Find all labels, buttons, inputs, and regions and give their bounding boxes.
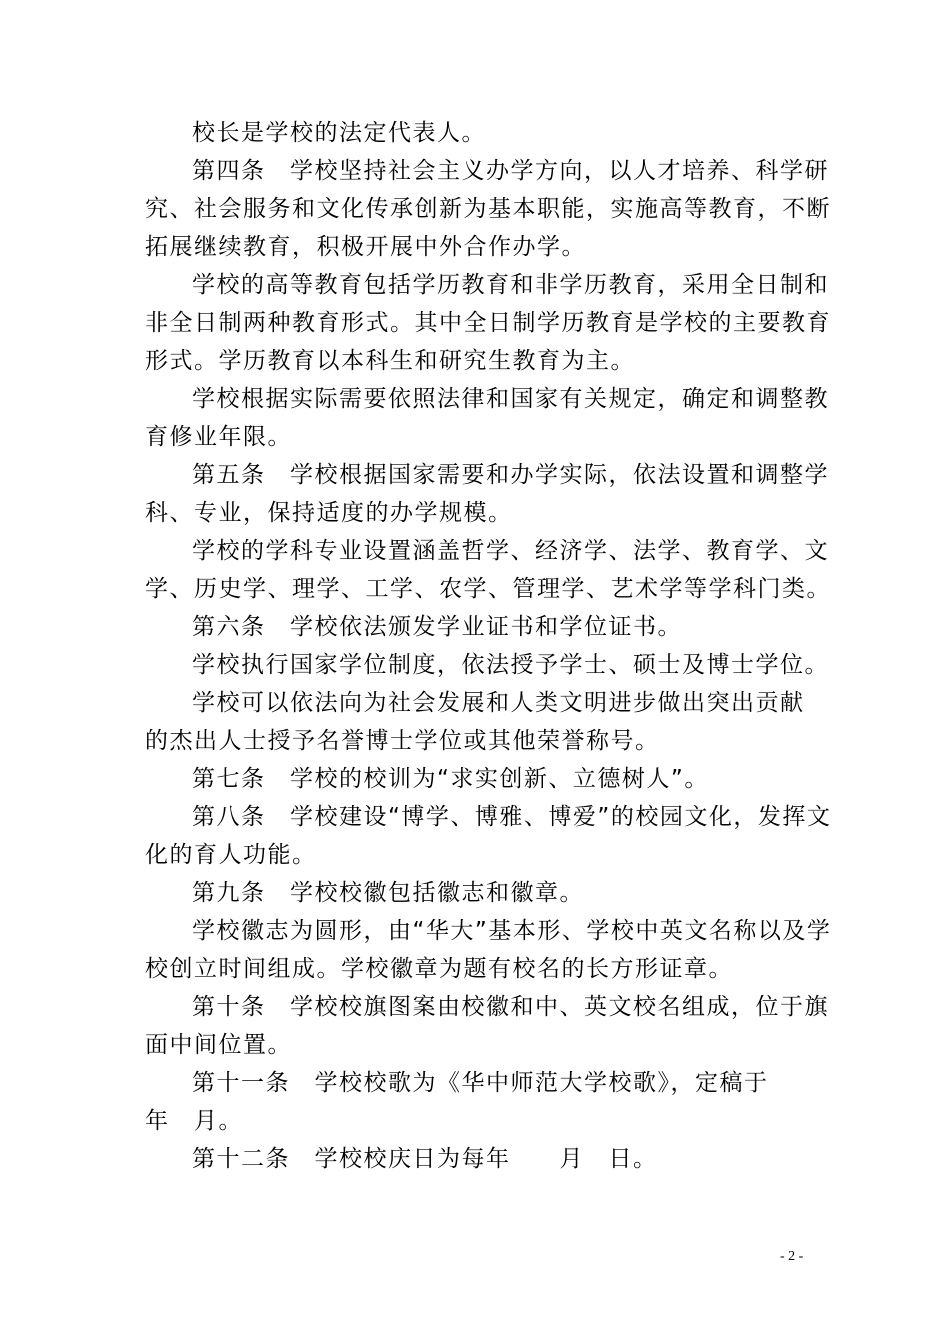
text-line: 非全日制两种教育形式。其中全日制学历教育是学校的主要教育 [145, 310, 831, 336]
text-line: 育修业年限。 [145, 424, 292, 450]
text-line: 学、历史学、理学、工学、农学、管理学、艺术学等学科门类。 [145, 576, 831, 602]
article-heading-line: 第八条 学校建设“博学、博雅、博爱”的校园文化，发挥文 [192, 804, 832, 830]
text-line: 的杰出人士授予名誉博士学位或其他荣誉称号。 [145, 728, 660, 754]
text-line: 校长是学校的法定代表人。 [192, 120, 486, 146]
text-line: 学校可以依法向为社会发展和人类文明进步做出突出贡献 [192, 690, 805, 716]
text-line: 学校的学科专业设置涵盖哲学、经济学、法学、教育学、文 [192, 538, 829, 564]
text-line: 究、社会服务和文化传承创新为基本职能，实施高等教育，不断 [145, 196, 831, 222]
article-heading-line: 第四条 学校坚持社会主义办学方向，以人才培养、科学研 [192, 158, 829, 184]
text-line: 化的育人功能。 [145, 842, 317, 868]
text-line: 学校徽志为圆形，由“华大”基本形、学校中英文名称以及学 [192, 918, 832, 944]
text-line: 学校的高等教育包括学历教育和非学历教育，采用全日制和 [192, 272, 829, 298]
article-heading-line: 第五条 学校根据国家需要和办学实际，依法设置和调整学 [192, 462, 829, 488]
article-heading-line: 第十二条 学校校庆日为每年 月 日。 [192, 1146, 658, 1172]
article-heading-line: 第十一条 学校校歌为《华中师范大学校歌》，定稿于 [192, 1070, 769, 1096]
article-heading-line: 第七条 学校的校训为“求实创新、立德树人”。 [192, 766, 709, 792]
article-heading-line: 第九条 学校校徽包括徽志和徽章。 [192, 880, 584, 906]
text-line: 年 月。 [145, 1108, 243, 1134]
text-line: 科、专业，保持适度的办学规模。 [145, 500, 513, 526]
text-line: 校创立时间组成。学校徽章为题有校名的长方形证章。 [145, 956, 733, 982]
text-line: 拓展继续教育，积极开展中外合作办学。 [145, 234, 586, 260]
text-line: 形式。学历教育以本科生和研究生教育为主。 [145, 348, 635, 374]
text-line: 学校根据实际需要依照法律和国家有关规定，确定和调整教 [192, 386, 829, 412]
article-heading-line: 第六条 学校依法颁发学业证书和学位证书。 [192, 614, 682, 640]
text-line: 面中间位置。 [145, 1032, 292, 1058]
article-heading-line: 第十条 学校校旗图案由校徽和中、英文校名组成，位于旗 [192, 994, 829, 1020]
page-number: - 2 - [780, 1249, 804, 1264]
text-line: 学校执行国家学位制度，依法授予学士、硕士及博士学位。 [192, 652, 829, 678]
